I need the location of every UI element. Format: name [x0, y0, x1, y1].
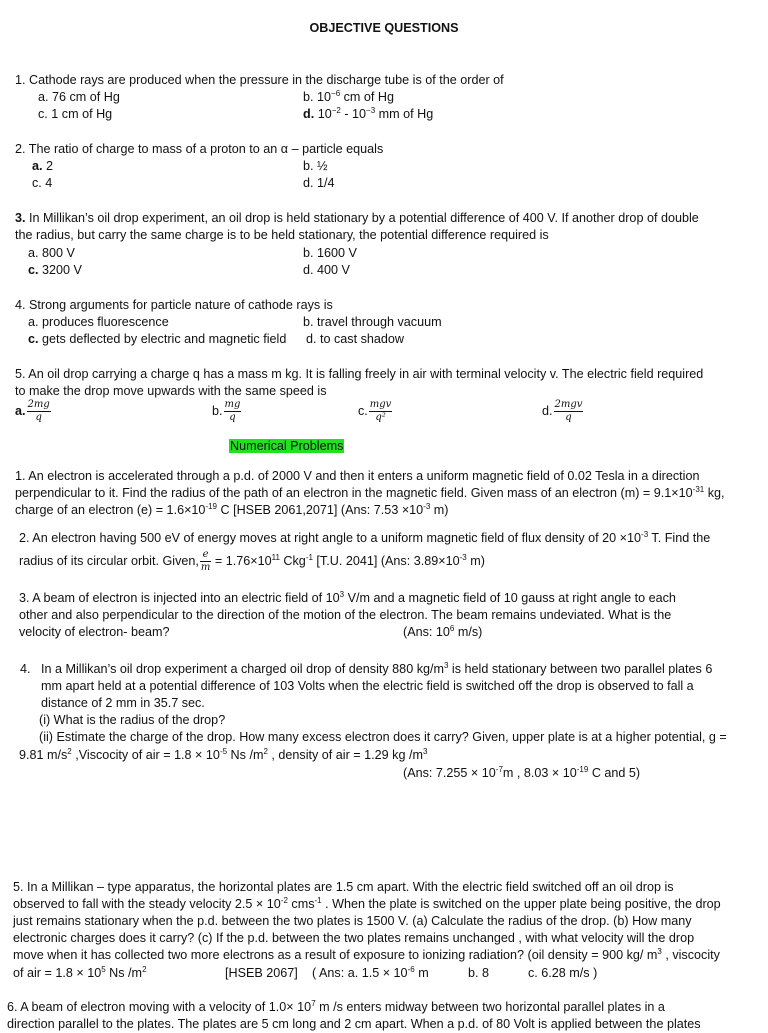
option-a: a. 2 [32, 159, 54, 173]
question-stem: 2. The ratio of charge to mass of a proton to an α – particle equals [15, 142, 384, 156]
problem-text: observed to fall with the steady velocity $2.5 \times 10^{-2}$ cms$^{-1}$ . When the plate is switched on the upper plate being positive, the drop [13, 896, 721, 911]
problem-text: 2. An electron having 500 eV of energy moves at right angle to a uniform magnetic field of flux density of $20 \times 10^{-3}$ T. Find the [19, 530, 711, 545]
problem-text: 6. A beam of electron moving with a velocity of $1.0\times 10^7$ m /s enters midway between two horizontal parallel plates in a [7, 999, 665, 1014]
option-c: c. $\frac{\text{mgv}}{\text{q²}}$ [358, 399, 392, 423]
question-stem-cont: the radius, but carry the same charge is to be held stationary, the potential difference required is [15, 228, 549, 242]
question-stem: 1. Cathode rays are produced when the pressure in the discharge tube is of the order of [15, 73, 504, 87]
answer-b: b. 8 [468, 966, 490, 980]
option-d: d. to cast shadow [306, 332, 405, 346]
problem-text: perpendicular to it. Find the radius of the path of an electron in the magnetic field. Given mass of an electron $(m) = 9.1\times 10^{-31}$ kg, [15, 485, 725, 500]
numerical-problems-heading: Numerical Problems [230, 439, 344, 453]
problem-text: other and also perpendicular to the direction of the motion of the electron. The beam remains undeviated. What is the [19, 608, 672, 622]
option-a: a. 76 cm of Hg [38, 90, 120, 104]
question-stem: 5. An oil drop carrying a charge q has a mass m kg. It is falling freely in air with terminal velocity v. The electric field required [15, 367, 704, 381]
option-b: b. $10^{-6}$ cm of Hg [303, 89, 395, 104]
question-stem: 3. In Millikan’s oil drop experiment, an oil drop is held stationary by a potential difference of 400 V. If another drop of double [15, 211, 699, 225]
problem-text: 1. An electron is accelerated through a p.d. of 2000 V and then it enters a uniform magnetic field of 0.02 Tesla in a direction [15, 469, 700, 483]
option-c: c. 1 cm of Hg [38, 107, 113, 121]
problem-text: electronic charges does it carry? (c) If the p.d. between the two plates remains unchanged , with what velocity will the drop [13, 931, 695, 945]
option-a: a. $\frac{2mg}{q}$ [15, 399, 50, 423]
problem-text: (i) What is the radius of the drop? [39, 713, 226, 727]
problem-text: distance of 2 mm in 35.7 sec. [41, 696, 205, 710]
problem-text: just remains stationary when the p.d. between the two plates is 1500 V. (a) Calculate the radius of the drop. (b) How many [13, 914, 692, 928]
problem-text: of air = $1.8 \times 10^5$ Ns $/m^2$ [13, 965, 147, 980]
problem-text: 5. In a Millikan – type apparatus, the horizontal plates are 1.5 cm apart. With the electric field switched off an oil drop is [13, 880, 674, 894]
option-c: c. 3200 V [28, 263, 82, 277]
page-title: OBJECTIVE QUESTIONS [309, 21, 459, 35]
problem-text: In a Millikan’s oil drop experiment a charged oil drop of density 880 $kg/m^3$ is held stationary between two parallel plates 6 [41, 661, 713, 676]
problem-text: 3. A beam of electron is injected into an electric field of $10^3$ V/m and a magnetic field of 10 gauss at right angle to each [19, 590, 676, 605]
option-b: b. travel through vacuum [303, 315, 442, 329]
option-a: a. produces fluorescence [28, 315, 169, 329]
fraction: $\frac{\text{mgv}}{\text{q²}}$ [369, 399, 392, 423]
option-b: b. 1600 V [303, 246, 357, 260]
answer: (Ans: $10^6$ m/s) [403, 624, 483, 639]
problem-text: (ii) Estimate the charge of the drop. How many excess electron does it carry? Given, upper plate is at a higher potential, g = [39, 730, 727, 744]
answer: ( Ans: a. $1.5 \times 10^{-6}$ m [312, 965, 429, 980]
problem-text: charge of an electron $(e) = 1.6\times 10^{-19}$ C [HSEB 2061,2071] (Ans: $7.53 \times 10^{-3}$ m) [15, 502, 449, 517]
option-b: b. $\frac{mg}{q}$ [212, 399, 241, 423]
option-c: c. gets deflected by electric and magnetic field [28, 332, 287, 346]
fraction: $\frac{mg}{q}$ [224, 399, 241, 423]
problem-text: mm apart held at a potential difference of 103 Volts when the electric field is switched off the drop is observed to fall a [41, 679, 694, 693]
option-d: d. $10^{-2} - 10^{-3}$ mm of Hg [303, 106, 434, 121]
option-d: d. 1/4 [303, 176, 335, 190]
option-d: d. 400 V [303, 263, 350, 277]
fraction: $\frac{2mg}{q}$ [27, 399, 50, 423]
option-a: a. 800 V [28, 246, 75, 260]
problem-text: radius of its circular orbit. Given, $\frac{e}{m}$ = $1.76\times 10^{11}$ Ckg$^{-1}$ [T.U. 2041] (Ans: $3.89\times 10^{-3}$ m) [19, 549, 485, 573]
option-b: b. ½ [303, 159, 328, 173]
answer: (Ans: $7.255 \times 10^{-7}m$ , $8.03 \times 10^{-19}$ C and 5) [403, 765, 641, 780]
problem-text: move when it has collected two more electrons as a result of exposure to ionizing radiation? (oil density = 900 kg/ $m^3$ , viscocity [13, 947, 720, 962]
option-c: c. 4 [32, 176, 53, 190]
option-d: d. $\frac{\text{2mgv}}{q}$ [542, 399, 583, 423]
problem-number: 4. [20, 662, 31, 676]
fraction: $\frac{\text{2mgv}}{q}$ [554, 399, 583, 423]
question-stem: 4. Strong arguments for particle nature of cathode rays is [15, 298, 333, 312]
answer-c: c. 6.28 m/s ) [528, 966, 598, 980]
source-reference: [HSEB 2067] [225, 966, 298, 980]
problem-text: direction parallel to the plates. The plates are 5 cm long and 2 cm apart. When a p.d. of 80 Volt is applied between the plates [7, 1017, 701, 1031]
problem-text: velocity of electron- beam? [19, 625, 170, 639]
problem-text: 9.81 $m/s^2$ ,Viscocity of air = $1.8 \times 10^{-5}$ Ns $/m^2$ , density of air = 1.29 kg $/m^3$ [19, 747, 428, 762]
question-stem-cont: to make the drop move upwards with the same speed is [15, 384, 327, 398]
fraction: $\frac{e}{m}$ [200, 549, 211, 573]
